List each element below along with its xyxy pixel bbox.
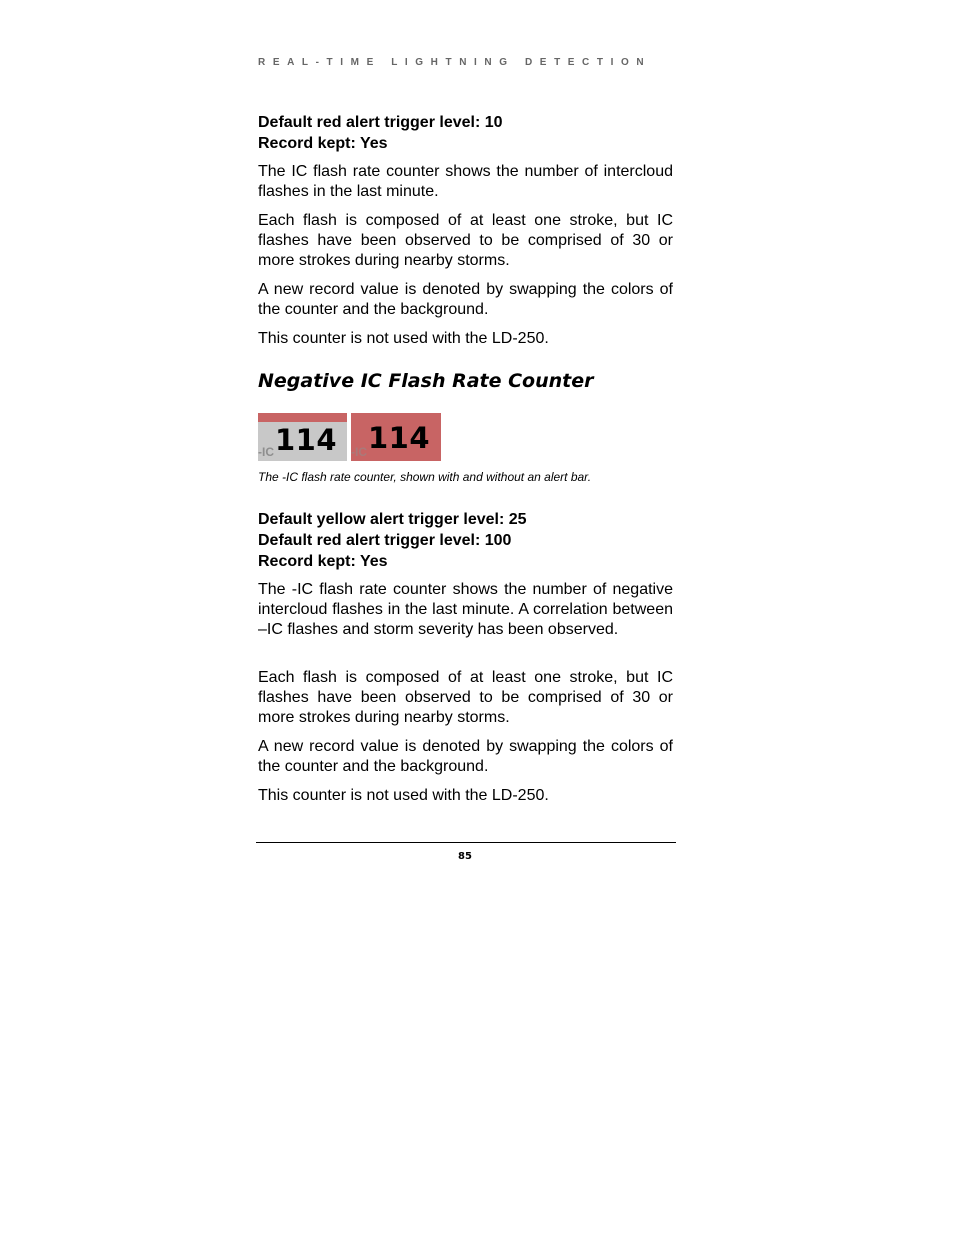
red-trigger-level: Default red alert trigger level: 10 — [258, 114, 503, 131]
running-header: REAL-TIME LIGHTNING DETECTION — [258, 57, 652, 68]
counter-value: 114 — [368, 421, 431, 455]
paragraph: The -IC flash rate counter shows the number of negative intercloud flashes in the last minute. A correlation between –IC flashes and storm severity has been observed. — [258, 581, 673, 638]
alert-bar — [258, 413, 347, 422]
counter-value: 114 — [275, 423, 338, 457]
red-trigger-level: Default red alert trigger level: 100 — [258, 532, 512, 549]
counter-label: -IC — [351, 445, 367, 459]
record-kept: Record kept: Yes — [258, 553, 388, 570]
paragraph: This counter is not used with the LD-250. — [258, 330, 549, 347]
counter-with-alert-bar — [258, 413, 347, 461]
paragraph: This counter is not used with the LD-250. — [258, 787, 549, 804]
paragraph: The IC flash rate counter shows the number of intercloud flashes in the last minute. — [258, 163, 673, 200]
figure-caption: The -IC flash rate counter, shown with and without an alert bar. — [258, 470, 592, 484]
counter-label: -IC — [258, 445, 274, 459]
paragraph: Each flash is composed of at least one stroke, but IC flashes have been observed to be comprised of 30 or more strokes during nearby storms. — [258, 212, 673, 269]
neg-ic-settings — [258, 509, 673, 572]
yellow-trigger-level: Default yellow alert trigger level: 25 — [258, 511, 527, 528]
ic-section — [258, 112, 673, 154]
page-number: 85 — [458, 851, 472, 862]
paragraph: Each flash is composed of at least one stroke, but IC flashes have been observed to be comprised of 30 or more strokes during nearby storms. — [258, 669, 673, 726]
record-kept: Record kept: Yes — [258, 135, 388, 152]
paragraph: A new record value is denoted by swapping the colors of the counter and the background. — [258, 281, 673, 318]
footer-rule — [256, 842, 676, 843]
paragraph: A new record value is denoted by swapping the colors of the counter and the background. — [258, 738, 673, 775]
section-heading: Negative IC Flash Rate Counter — [258, 370, 594, 392]
counter-without-alert-bar — [351, 413, 441, 461]
